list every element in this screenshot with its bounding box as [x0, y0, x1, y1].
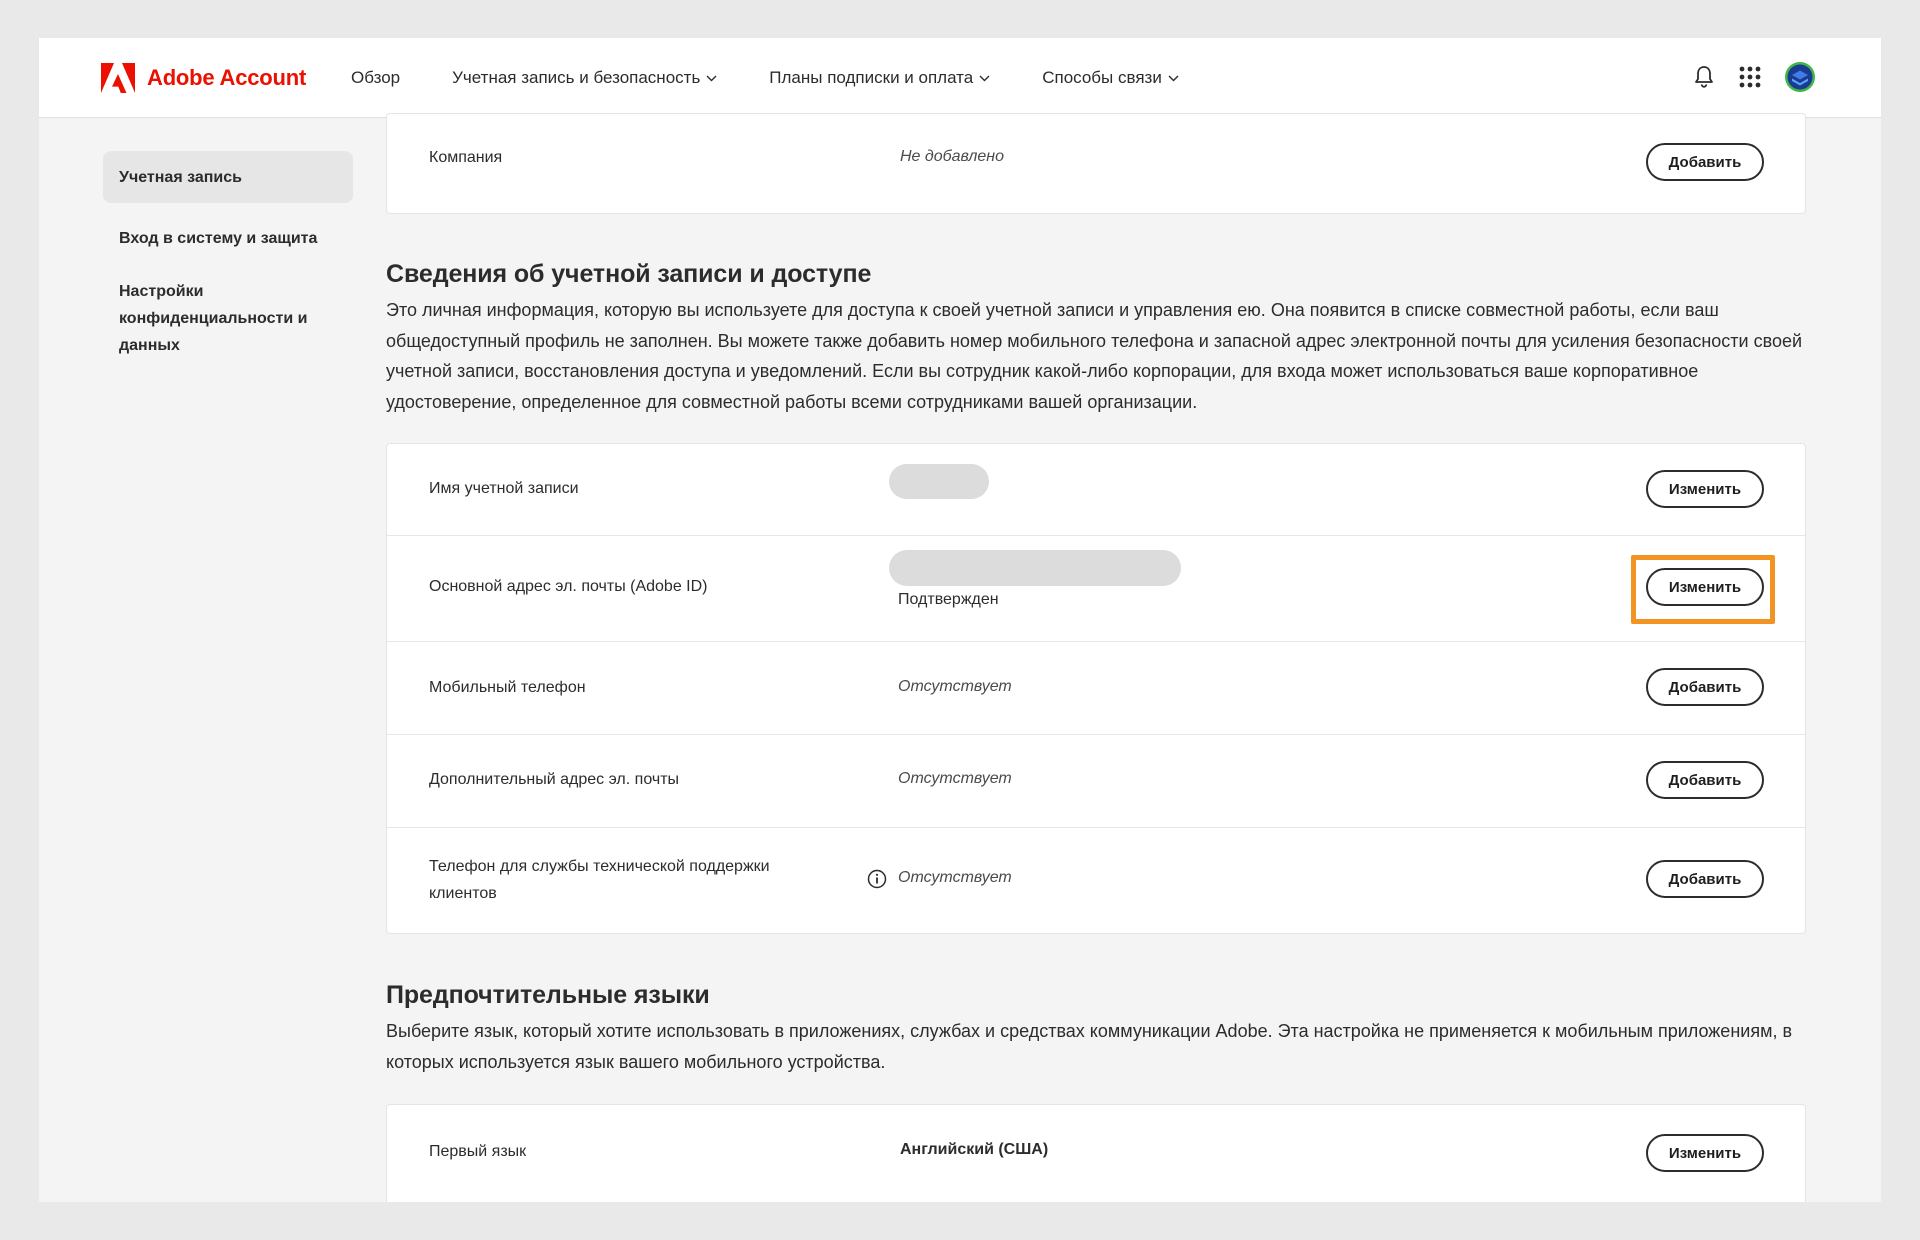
sidebar-item-label: Учетная запись — [119, 168, 242, 186]
language-section-description: Выберите язык, который хотите использовать в приложениях, службах и средствах коммуникации Adobe. Эта настройка не применяется к мобильным приложениям, в которых используется язык вашего мобильного устройства. — [386, 1021, 1793, 1072]
nav-plans-billing-label: Планы подписки и оплата — [769, 68, 974, 87]
nav-communication[interactable] — [1042, 68, 1179, 88]
nav-communication-label: Способы связи — [1042, 68, 1162, 87]
account-name-value-redacted — [889, 464, 989, 499]
language-card — [386, 1104, 1806, 1202]
sidebar-item-label: Вход в систему и защита — [119, 230, 318, 247]
main-nav — [351, 38, 1231, 118]
info-icon[interactable] — [867, 869, 887, 889]
company-card — [386, 113, 1806, 214]
first-language-label: Первый язык — [429, 1143, 527, 1160]
company-row — [387, 114, 1805, 215]
add-secondary-email-button[interactable]: Добавить — [1646, 761, 1764, 799]
nav-overview[interactable] — [351, 68, 400, 88]
sidebar-item-privacy[interactable] — [103, 278, 333, 359]
support-phone-row — [387, 828, 1805, 933]
top-navigation-bar — [39, 38, 1881, 118]
chevron-down-icon — [706, 75, 717, 82]
primary-email-value-redacted — [889, 550, 1181, 586]
brand-name: Adobe Account — [147, 65, 307, 90]
nav-account-security[interactable] — [452, 68, 717, 88]
account-section-title: Сведения об учетной записи и доступе — [386, 260, 872, 288]
first-language-value: Английский (США) — [900, 1141, 1049, 1158]
add-support-phone-button[interactable]: Добавить — [1646, 860, 1764, 898]
mobile-phone-row — [387, 642, 1805, 735]
sidebar — [103, 151, 353, 359]
secondary-email-label: Дополнительный адрес эл. почты — [429, 771, 680, 788]
secondary-email-row — [387, 735, 1805, 828]
support-phone-value: Отсутствует — [898, 869, 1012, 886]
account-name-row — [387, 444, 1805, 536]
adobe-logo-icon — [101, 63, 135, 93]
edit-first-language-button[interactable]: Изменить — [1646, 1134, 1764, 1172]
sidebar-item-label: Настройки конфиденциальности и данных — [119, 283, 308, 354]
header-actions — [1693, 62, 1815, 92]
edit-primary-email-button[interactable]: Изменить — [1646, 568, 1764, 606]
secondary-email-value: Отсутствует — [898, 770, 1012, 787]
avatar[interactable] — [1785, 62, 1815, 92]
nav-plans-billing[interactable] — [769, 68, 990, 88]
sidebar-item-sign-in-security[interactable] — [103, 225, 353, 252]
app-window — [39, 38, 1881, 1202]
add-company-button[interactable]: Добавить — [1646, 143, 1764, 181]
chevron-down-icon — [1168, 75, 1179, 82]
bell-icon[interactable] — [1693, 65, 1715, 89]
brand[interactable] — [101, 63, 306, 93]
sidebar-item-account[interactable] — [103, 151, 353, 203]
account-name-label: Имя учетной записи — [429, 480, 579, 497]
first-language-row — [387, 1105, 1805, 1202]
company-value: Не добавлено — [900, 148, 1004, 165]
add-mobile-phone-button[interactable]: Добавить — [1646, 668, 1764, 706]
primary-email-row — [387, 536, 1805, 642]
company-label: Компания — [429, 149, 503, 166]
account-details-card — [386, 443, 1806, 934]
support-phone-label: Телефон для службы технической поддержки клиентов — [429, 858, 770, 902]
primary-email-label: Основной адрес эл. почты (Adobe ID) — [429, 578, 708, 595]
nav-overview-label: Обзор — [351, 68, 401, 87]
mobile-phone-value: Отсутствует — [898, 678, 1012, 695]
apps-grid-icon[interactable] — [1739, 66, 1761, 88]
nav-account-security-label: Учетная запись и безопасность — [452, 68, 701, 87]
edit-account-name-button[interactable]: Изменить — [1646, 470, 1764, 508]
chevron-down-icon — [979, 75, 990, 82]
language-section-title: Предпочтительные языки — [386, 981, 710, 1009]
account-section-description: Это личная информация, которую вы используете для доступа к своей учетной записи и управления ею. Она появится в списке совместной работы, если ваш общедоступный профиль не заполнен. Вы можете также добавить номер мобильного телефона и запасной адрес электронной почты для усиления безопасности своей учетной записи, восстановления доступа и уведомлений. Если вы сотрудник какой-либо корпорации, для входа может использоваться ваше корпоративное удостоверение, определенное для совместной работы всеми сотрудниками вашей организации. — [386, 300, 1803, 412]
email-verified-status: Подтвержден — [898, 591, 999, 608]
mobile-phone-label: Мобильный телефон — [429, 679, 586, 696]
